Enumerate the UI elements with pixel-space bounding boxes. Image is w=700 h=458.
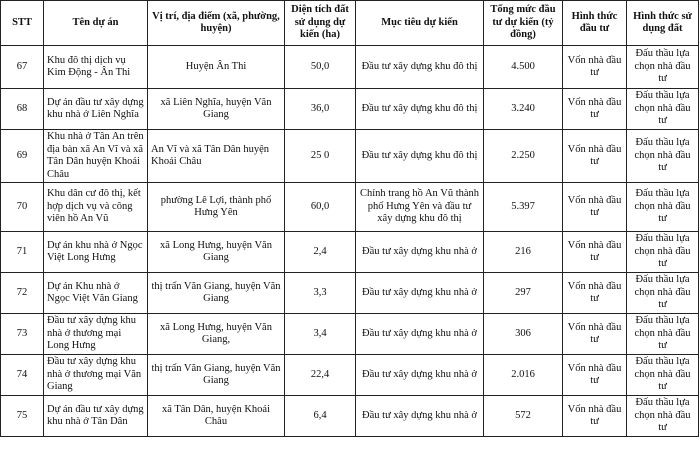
table-row: [1, 396, 699, 437]
cell-investment: 306: [484, 314, 563, 355]
cell-stt: 68: [1, 89, 44, 130]
cell-area: 3,4: [285, 314, 356, 355]
cell-land-use-form: Đấu thầu lựa chọn nhà đầu tư: [627, 314, 699, 355]
cell-investment: 3.240: [484, 89, 563, 130]
cell-area: 22,4: [285, 355, 356, 396]
cell-investment-form: Vốn nhà đầu tư: [563, 183, 627, 232]
cell-investment-form: Vốn nhà đầu tư: [563, 396, 627, 437]
cell-land-use-form: Đấu thầu lựa chọn nhà đầu tư: [627, 273, 699, 314]
cell-location: An Vĩ và xã Tân Dân huyện Khoái Châu: [148, 130, 285, 183]
cell-investment-form: Vốn nhà đầu tư: [563, 355, 627, 396]
cell-area: 36,0: [285, 89, 356, 130]
cell-land-use-form: Đấu thầu lựa chọn nhà đầu tư: [627, 183, 699, 232]
cell-location: thị trấn Văn Giang, huyện Văn Giang: [148, 355, 285, 396]
cell-area: 60,0: [285, 183, 356, 232]
cell-project-name: Khu đô thị dịch vụ Kim Động - Ân Thi: [44, 46, 148, 89]
cell-investment-form: Vốn nhà đầu tư: [563, 314, 627, 355]
cell-objective: Đầu tư xây dựng khu nhà ở: [356, 232, 484, 273]
cell-objective: Đầu tư xây dựng khu nhà ở: [356, 396, 484, 437]
cell-objective: Đầu tư xây dựng khu đô thị: [356, 89, 484, 130]
cell-land-use-form: Đấu thầu lựa chọn nhà đầu tư: [627, 46, 699, 89]
cell-location: xã Liên Nghĩa, huyện Văn Giang: [148, 89, 285, 130]
table-row: [1, 89, 699, 130]
header-area: Diện tích đất sử dụng dự kiến (ha): [285, 1, 356, 46]
cell-stt: 71: [1, 232, 44, 273]
cell-area: 2,4: [285, 232, 356, 273]
cell-stt: 69: [1, 130, 44, 183]
cell-project-name: Dự án Khu nhà ở Ngọc Việt Văn Giang: [44, 273, 148, 314]
cell-objective: Đầu tư xây dựng khu đô thị: [356, 130, 484, 183]
cell-objective: Đầu tư xây dựng khu nhà ở: [356, 273, 484, 314]
cell-stt: 73: [1, 314, 44, 355]
cell-location: thị trấn Văn Giang, huyện Văn Giang: [148, 273, 285, 314]
cell-land-use-form: Đấu thầu lựa chọn nhà đầu tư: [627, 130, 699, 183]
cell-investment-form: Vốn nhà đầu tư: [563, 273, 627, 314]
cell-stt: 67: [1, 46, 44, 89]
cell-project-name: Dự án khu nhà ở Ngọc Việt Long Hưng: [44, 232, 148, 273]
table-row: [1, 46, 699, 89]
cell-stt: 74: [1, 355, 44, 396]
table-row: [1, 130, 699, 183]
cell-area: 50,0: [285, 46, 356, 89]
header-row: [1, 1, 699, 46]
header-objective: Mục tiêu dự kiến: [356, 1, 484, 46]
cell-project-name: Dự án đầu tư xây dựng khu nhà ở Tân Dân: [44, 396, 148, 437]
header-land-use-form: Hình thức sử dụng đất: [627, 1, 699, 46]
cell-objective: Chỉnh trang hồ An Vũ thành phố Hưng Yên và đầu tư xây dựng khu đô thị: [356, 183, 484, 232]
cell-land-use-form: Đấu thầu lựa chọn nhà đầu tư: [627, 89, 699, 130]
cell-stt: 75: [1, 396, 44, 437]
cell-project-name: Đầu tư xây dựng khu nhà ở thương mại Long Hưng: [44, 314, 148, 355]
cell-land-use-form: Đấu thầu lựa chọn nhà đầu tư: [627, 232, 699, 273]
cell-location: Huyện Ân Thi: [148, 46, 285, 89]
cell-objective: Đầu tư xây dựng khu nhà ở: [356, 314, 484, 355]
cell-objective: Đầu tư xây dựng khu nhà ở: [356, 355, 484, 396]
cell-investment-form: Vốn nhà đầu tư: [563, 232, 627, 273]
cell-land-use-form: Đấu thầu lựa chọn nhà đầu tư: [627, 355, 699, 396]
cell-stt: 70: [1, 183, 44, 232]
cell-investment: 572: [484, 396, 563, 437]
cell-area: 3,3: [285, 273, 356, 314]
table-row: [1, 232, 699, 273]
header-stt: STT: [1, 1, 44, 46]
cell-investment: 2.250: [484, 130, 563, 183]
cell-investment-form: Vốn nhà đầu tư: [563, 46, 627, 89]
table-row: [1, 355, 699, 396]
header-project-name: Tên dự án: [44, 1, 148, 46]
cell-area: 25 0: [285, 130, 356, 183]
cell-location: phường Lê Lợi, thành phố Hưng Yên: [148, 183, 285, 232]
cell-objective: Đầu tư xây dựng khu đô thị: [356, 46, 484, 89]
cell-investment: 2.016: [484, 355, 563, 396]
header-investment-form: Hình thức đầu tư: [563, 1, 627, 46]
cell-project-name: Khu nhà ở Tân An trên địa bàn xã An Vĩ và xã Tân Dân huyện Khoái Châu: [44, 130, 148, 183]
cell-investment: 5.397: [484, 183, 563, 232]
cell-project-name: Đầu tư xây dựng khu nhà ở thương mại Văn Giang: [44, 355, 148, 396]
table-row: [1, 183, 699, 232]
cell-location: xã Long Hưng, huyện Văn Giang,: [148, 314, 285, 355]
table-row: [1, 314, 699, 355]
cell-stt: 72: [1, 273, 44, 314]
cell-investment-form: Vốn nhà đầu tư: [563, 130, 627, 183]
cell-area: 6,4: [285, 396, 356, 437]
table-row: [1, 273, 699, 314]
header-location: Vị trí, địa điểm (xã, phường, huyện): [148, 1, 285, 46]
cell-investment: 216: [484, 232, 563, 273]
cell-location: xã Long Hưng, huyện Văn Giang: [148, 232, 285, 273]
cell-location: xã Tân Dân, huyện Khoái Châu: [148, 396, 285, 437]
cell-project-name: Khu dân cư đô thị, kết hợp dịch vụ và công viên hồ An Vũ: [44, 183, 148, 232]
cell-project-name: Dự án đầu tư xây dựng khu nhà ở Liên Nghĩa: [44, 89, 148, 130]
cell-investment-form: Vốn nhà đầu tư: [563, 89, 627, 130]
cell-land-use-form: Đấu thầu lựa chọn nhà đầu tư: [627, 396, 699, 437]
header-investment: Tổng mức đầu tư dự kiến (tỷ đồng): [484, 1, 563, 46]
cell-investment: 297: [484, 273, 563, 314]
cell-investment: 4.500: [484, 46, 563, 89]
